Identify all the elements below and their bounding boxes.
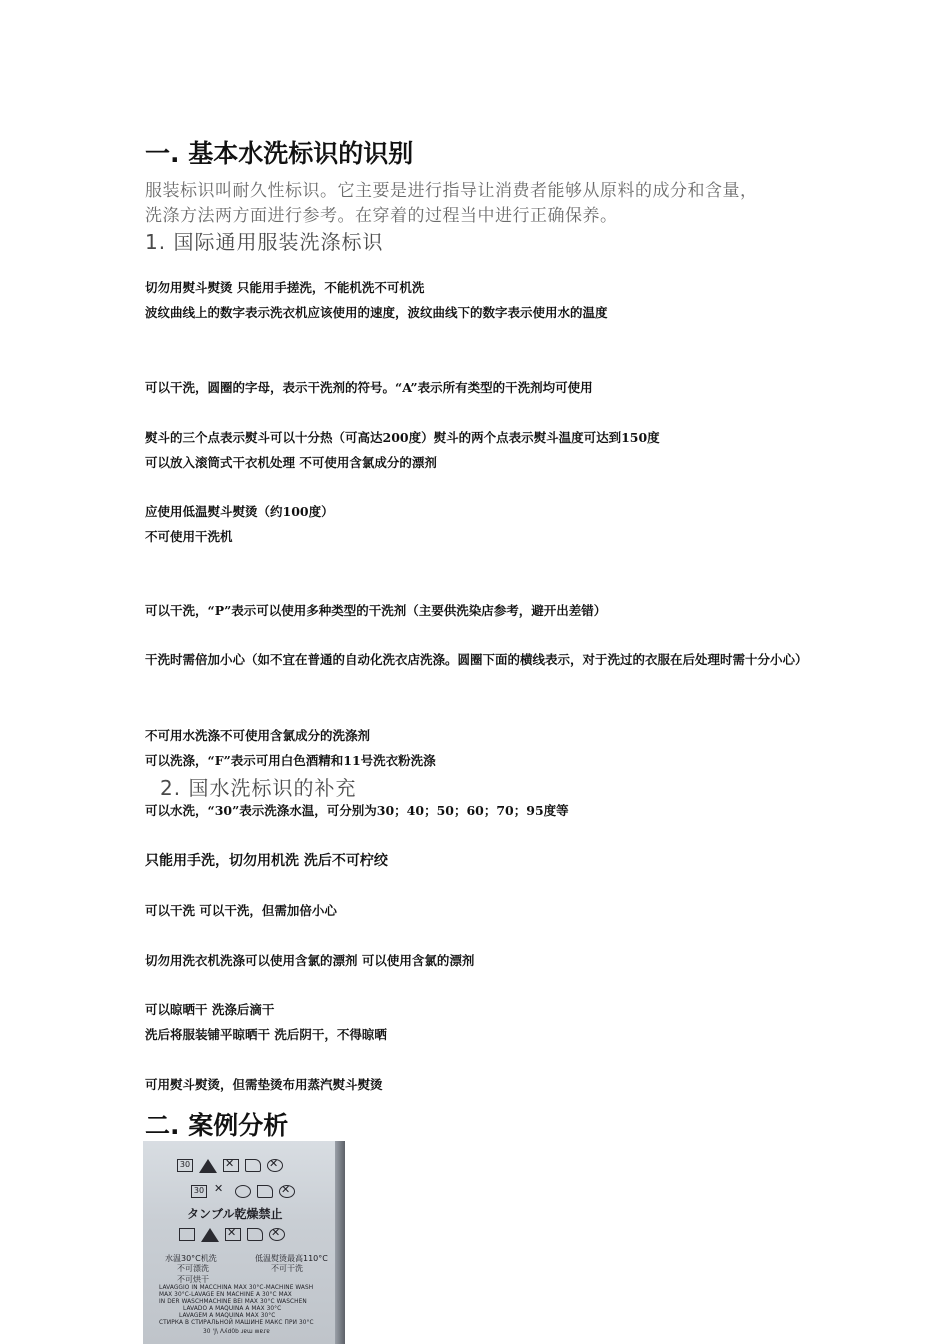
label-photo-edge — [335, 1141, 345, 1344]
text-line: 可以放入滚筒式干衣机处理 不可使用含氯成分的漂剂 — [145, 455, 437, 470]
care-symbols-row-3 — [179, 1228, 285, 1242]
text-line: 可以干洗 可以干洗，但需加倍小心 — [145, 903, 337, 918]
label-text: 低温熨烫最高110°C — [255, 1254, 328, 1263]
text-line: 可以晾晒干 洗涤后滴干 — [145, 1002, 275, 1017]
text-line: 应使用低温熨斗熨烫（约100度） — [145, 504, 334, 519]
text-paragraph: 干洗时需倍加小心（如不宜在普通的自动化洗衣店洗涤。圆圈下面的横线表示，对于洗过的衣服在后处理时需十分小心） — [145, 652, 808, 667]
label-text: 不可漂洗 — [177, 1264, 209, 1273]
no-bleach-icon — [199, 1159, 217, 1173]
label-text: 不可干洗 — [271, 1264, 303, 1273]
no-dry-clean-icon — [279, 1185, 295, 1198]
no-tumble-dry-icon — [225, 1228, 241, 1241]
label-text: LAVAGEM A MAQUINA MAX 30°C — [179, 1313, 276, 1319]
wash-30-icon: 30 — [191, 1185, 207, 1198]
text-line: 只能用手洗，切勿用机洗 洗后不可柠绞 — [145, 853, 388, 869]
no-dry-clean-icon — [267, 1159, 283, 1172]
tumble-dry-text: タンブル乾燥禁止 — [187, 1207, 283, 1221]
no-bleach-icon — [201, 1228, 219, 1242]
care-symbols-row-2 — [191, 1185, 295, 1198]
label-text: СТИРКА В СТИРАЛЬНОЙ МАШИНЕ МАКС ПРИ 30°C — [159, 1320, 314, 1326]
section-1-title: 一. 基本水洗标识的识别 — [145, 139, 414, 168]
iron-icon — [245, 1159, 261, 1172]
iron-icon — [247, 1228, 263, 1241]
label-text: LAVAGGIO IN MACCHINA MAX 30°C-MACHINE WASH — [159, 1285, 314, 1291]
label-text: IN DER WASCHMACHINE BEI MAX 30°C WASCHEN — [159, 1299, 307, 1305]
text-line: 不可用水洗涤不可使用含氯成分的洗涤剂 — [145, 728, 371, 743]
section-2-title: 二. 案例分析 — [145, 1111, 289, 1140]
text-line: 切勿用洗衣机洗涤可以使用含氯的漂剂 可以使用含氯的漂剂 — [145, 953, 475, 968]
subsection-2-title: 2. 国水洗标识的补充 — [160, 776, 357, 800]
no-tumble-dry-icon — [223, 1159, 239, 1172]
no-dry-clean-icon — [269, 1228, 285, 1241]
subsection-1-title: 1. 国际通用服装洗涤标识 — [145, 230, 384, 254]
label-text: 不可烘干 — [177, 1275, 209, 1284]
text-line: 可以水洗，“30”表示洗涤水温，可分别为30；40；50；60；70；95度等 — [145, 803, 569, 818]
text-line: 可以干洗，“P”表示可以使用多种类型的干洗剂（主要供洗染店参考，避开出差错） — [145, 603, 607, 618]
intro-line-1: 服装标识叫耐久性标识。它主要是进行指导让消费者能够从原料的成分和含量， — [145, 181, 758, 201]
text-line: 波纹曲线上的数字表示洗衣机应该使用的速度，波纹曲线下的数字表示使用水的温度 — [145, 305, 608, 320]
text-line: 可以洗涤，“F”表示可用白色酒精和11号洗衣粉洗涤 — [145, 753, 436, 768]
dry-flat-icon — [235, 1185, 251, 1198]
text-line: 可用熨斗熨烫，但需垫烫布用蒸汽熨斗熨烫 — [145, 1077, 383, 1092]
care-label-photo — [143, 1141, 345, 1344]
label-text: 30 'J\ Ʌʎd0b ɹɐɯ ʍɐɾɐ — [203, 1329, 270, 1335]
intro-line-2: 洗涤方法两方面进行参考。在穿着的过程当中进行正确保养。 — [145, 206, 618, 226]
wash-30-icon: 30 — [177, 1159, 193, 1172]
text-line: 熨斗的三个点表示熨斗可以十分热（可高达200度）熨斗的两个点表示熨斗温度可达到150度 — [145, 430, 660, 445]
label-text: MAX 30°C-LAVAGE EN MACHINE A 30°C MAX — [159, 1292, 292, 1298]
text-line: 可以干洗，圆圈的字母，表示干洗剂的符号。“A”表示所有类型的干洗剂均可使用 — [145, 380, 593, 395]
text-line: 洗后将服装铺平晾晒干 洗后阴干，不得晾晒 — [145, 1027, 387, 1042]
no-bleach-icon — [213, 1185, 229, 1198]
text-line: 切勿用熨斗熨烫 只能用手搓洗，不能机洗不可机洗 — [145, 280, 425, 295]
care-symbols-row-1 — [177, 1159, 283, 1173]
iron-icon — [257, 1185, 273, 1198]
text-line: 不可使用干洗机 — [145, 529, 233, 544]
label-text: LAVADO A MAQUINA A MAX 30°C — [183, 1306, 282, 1312]
wash-icon — [179, 1228, 195, 1241]
label-text: 水温30°C机洗 — [165, 1254, 217, 1263]
